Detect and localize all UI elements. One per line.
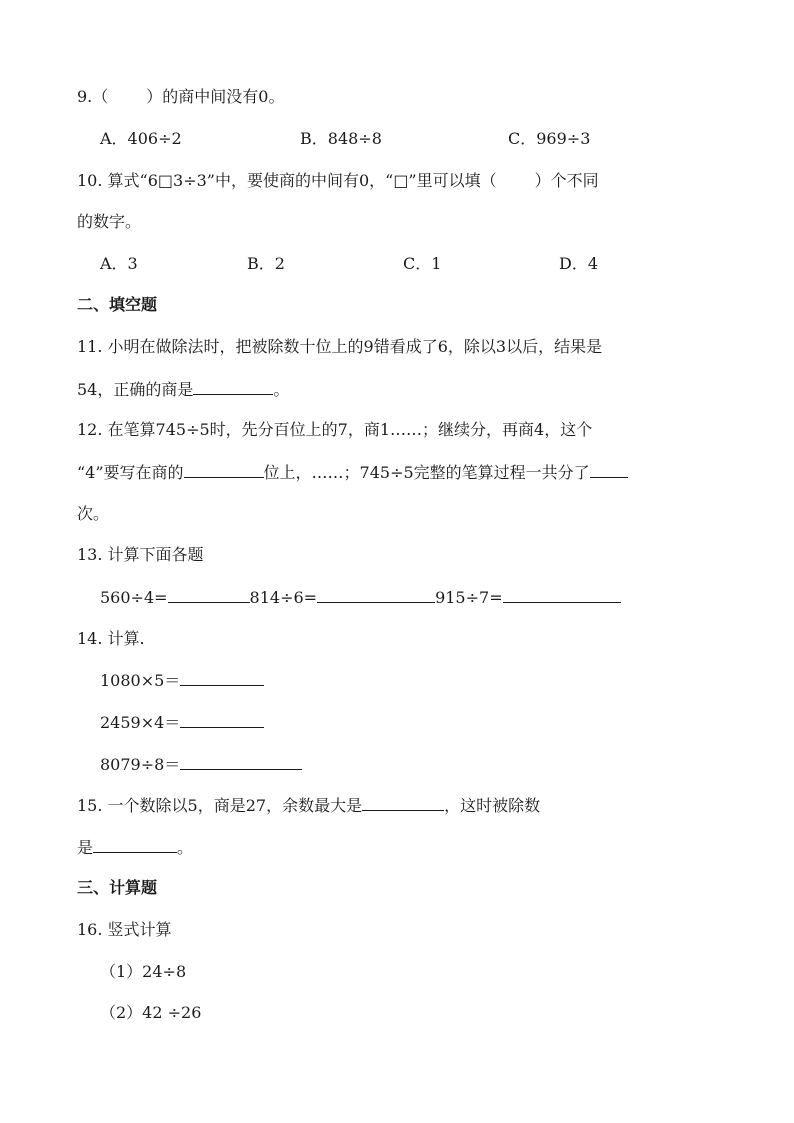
q12-answer-blank-1[interactable] (184, 461, 264, 478)
q10-line1-text: 10. 算式“6□3÷3”中，要使商的中间有0，“□”里可以填（ (77, 171, 497, 190)
q9-option-c[interactable]: C．969÷3 (508, 129, 591, 148)
q14-answer-blank-2[interactable] (180, 711, 264, 728)
question-16-title: 16. 竖式计算 (77, 920, 172, 939)
q15-line2-pre: 是 (77, 838, 94, 857)
q12-answer-blank-2[interactable] (590, 461, 628, 478)
q14-row-1 (100, 669, 264, 692)
question-12-line1: 12. 在笔算745÷5时，先分百位上的7，商1……；继续分，再商4，这个 (77, 420, 593, 439)
section-2-title: 二、填空题 (77, 295, 158, 314)
q10-option-c[interactable]: C．1 (403, 254, 442, 273)
q15-answer-blank-1[interactable] (362, 794, 444, 811)
question-13-items (100, 586, 621, 609)
q9-option-a[interactable]: A．406÷2 (100, 129, 182, 148)
q11-line2-pre: 54，正确的商是 (77, 380, 194, 399)
q13-answer-blank-3[interactable] (503, 586, 621, 603)
q12-line2-pre: “4”要写在商的 (77, 463, 184, 482)
section-3-title: 三、计算题 (77, 878, 158, 897)
q13-item-1: 560÷4= (100, 588, 168, 607)
question-12-line3: 次。 (77, 504, 110, 523)
q13-answer-blank-1[interactable] (168, 586, 250, 603)
q12-line2-mid: 位上，……；745÷5完整的笔算过程一共分了 (263, 463, 590, 482)
q14-item-2: 2459×4＝ (100, 713, 181, 732)
q14-answer-blank-1[interactable] (180, 669, 264, 686)
q14-row-2 (100, 711, 264, 734)
q10-line1-end: ）个不同 (534, 171, 599, 190)
question-11-line1: 11. 小明在做除法时，把被除数十位上的9错看成了6，除以3以后，结果是 (77, 337, 603, 356)
q9-stem-pre: 9.（ (77, 87, 109, 106)
q10-option-d[interactable]: D．4 (559, 254, 599, 273)
question-15-line2 (77, 836, 193, 859)
q13-item-2: 814÷6= (249, 588, 318, 607)
q15-line1-pre: 15. 一个数除以5，商是27，余数最大是 (77, 796, 363, 815)
q14-row-3 (100, 753, 302, 776)
q11-line2-post: 。 (273, 380, 290, 399)
question-12-line2 (77, 461, 628, 484)
question-11-line2 (77, 378, 289, 401)
question-13-title: 13. 计算下面各题 (77, 545, 204, 564)
question-9-stem (77, 86, 284, 108)
q13-item-3: 915÷7= (435, 588, 503, 607)
q10-option-a[interactable]: A．3 (100, 254, 138, 273)
question-15-line1 (77, 794, 540, 817)
q15-line2-post: 。 (177, 838, 194, 857)
q14-item-1: 1080×5＝ (100, 671, 181, 690)
q15-line1-post: ，这时被除数 (444, 796, 541, 815)
q16-item-1: （1）24÷8 (100, 962, 187, 981)
question-14-title: 14. 计算. (77, 629, 145, 648)
q14-answer-blank-3[interactable] (180, 753, 302, 770)
q9-option-b[interactable]: B．848÷8 (300, 129, 382, 148)
q15-answer-blank-2[interactable] (93, 836, 177, 853)
q9-stem-post: ）的商中间没有0。 (146, 87, 285, 106)
q13-answer-blank-2[interactable] (317, 586, 435, 603)
question-10-line1 (77, 170, 599, 192)
q14-item-3: 8079÷8＝ (100, 755, 181, 774)
question-10-line2: 的数字。 (77, 212, 142, 231)
q11-answer-blank[interactable] (193, 378, 273, 395)
q16-item-2: （2）42 ÷26 (100, 1003, 202, 1022)
q10-option-b[interactable]: B．2 (247, 254, 285, 273)
